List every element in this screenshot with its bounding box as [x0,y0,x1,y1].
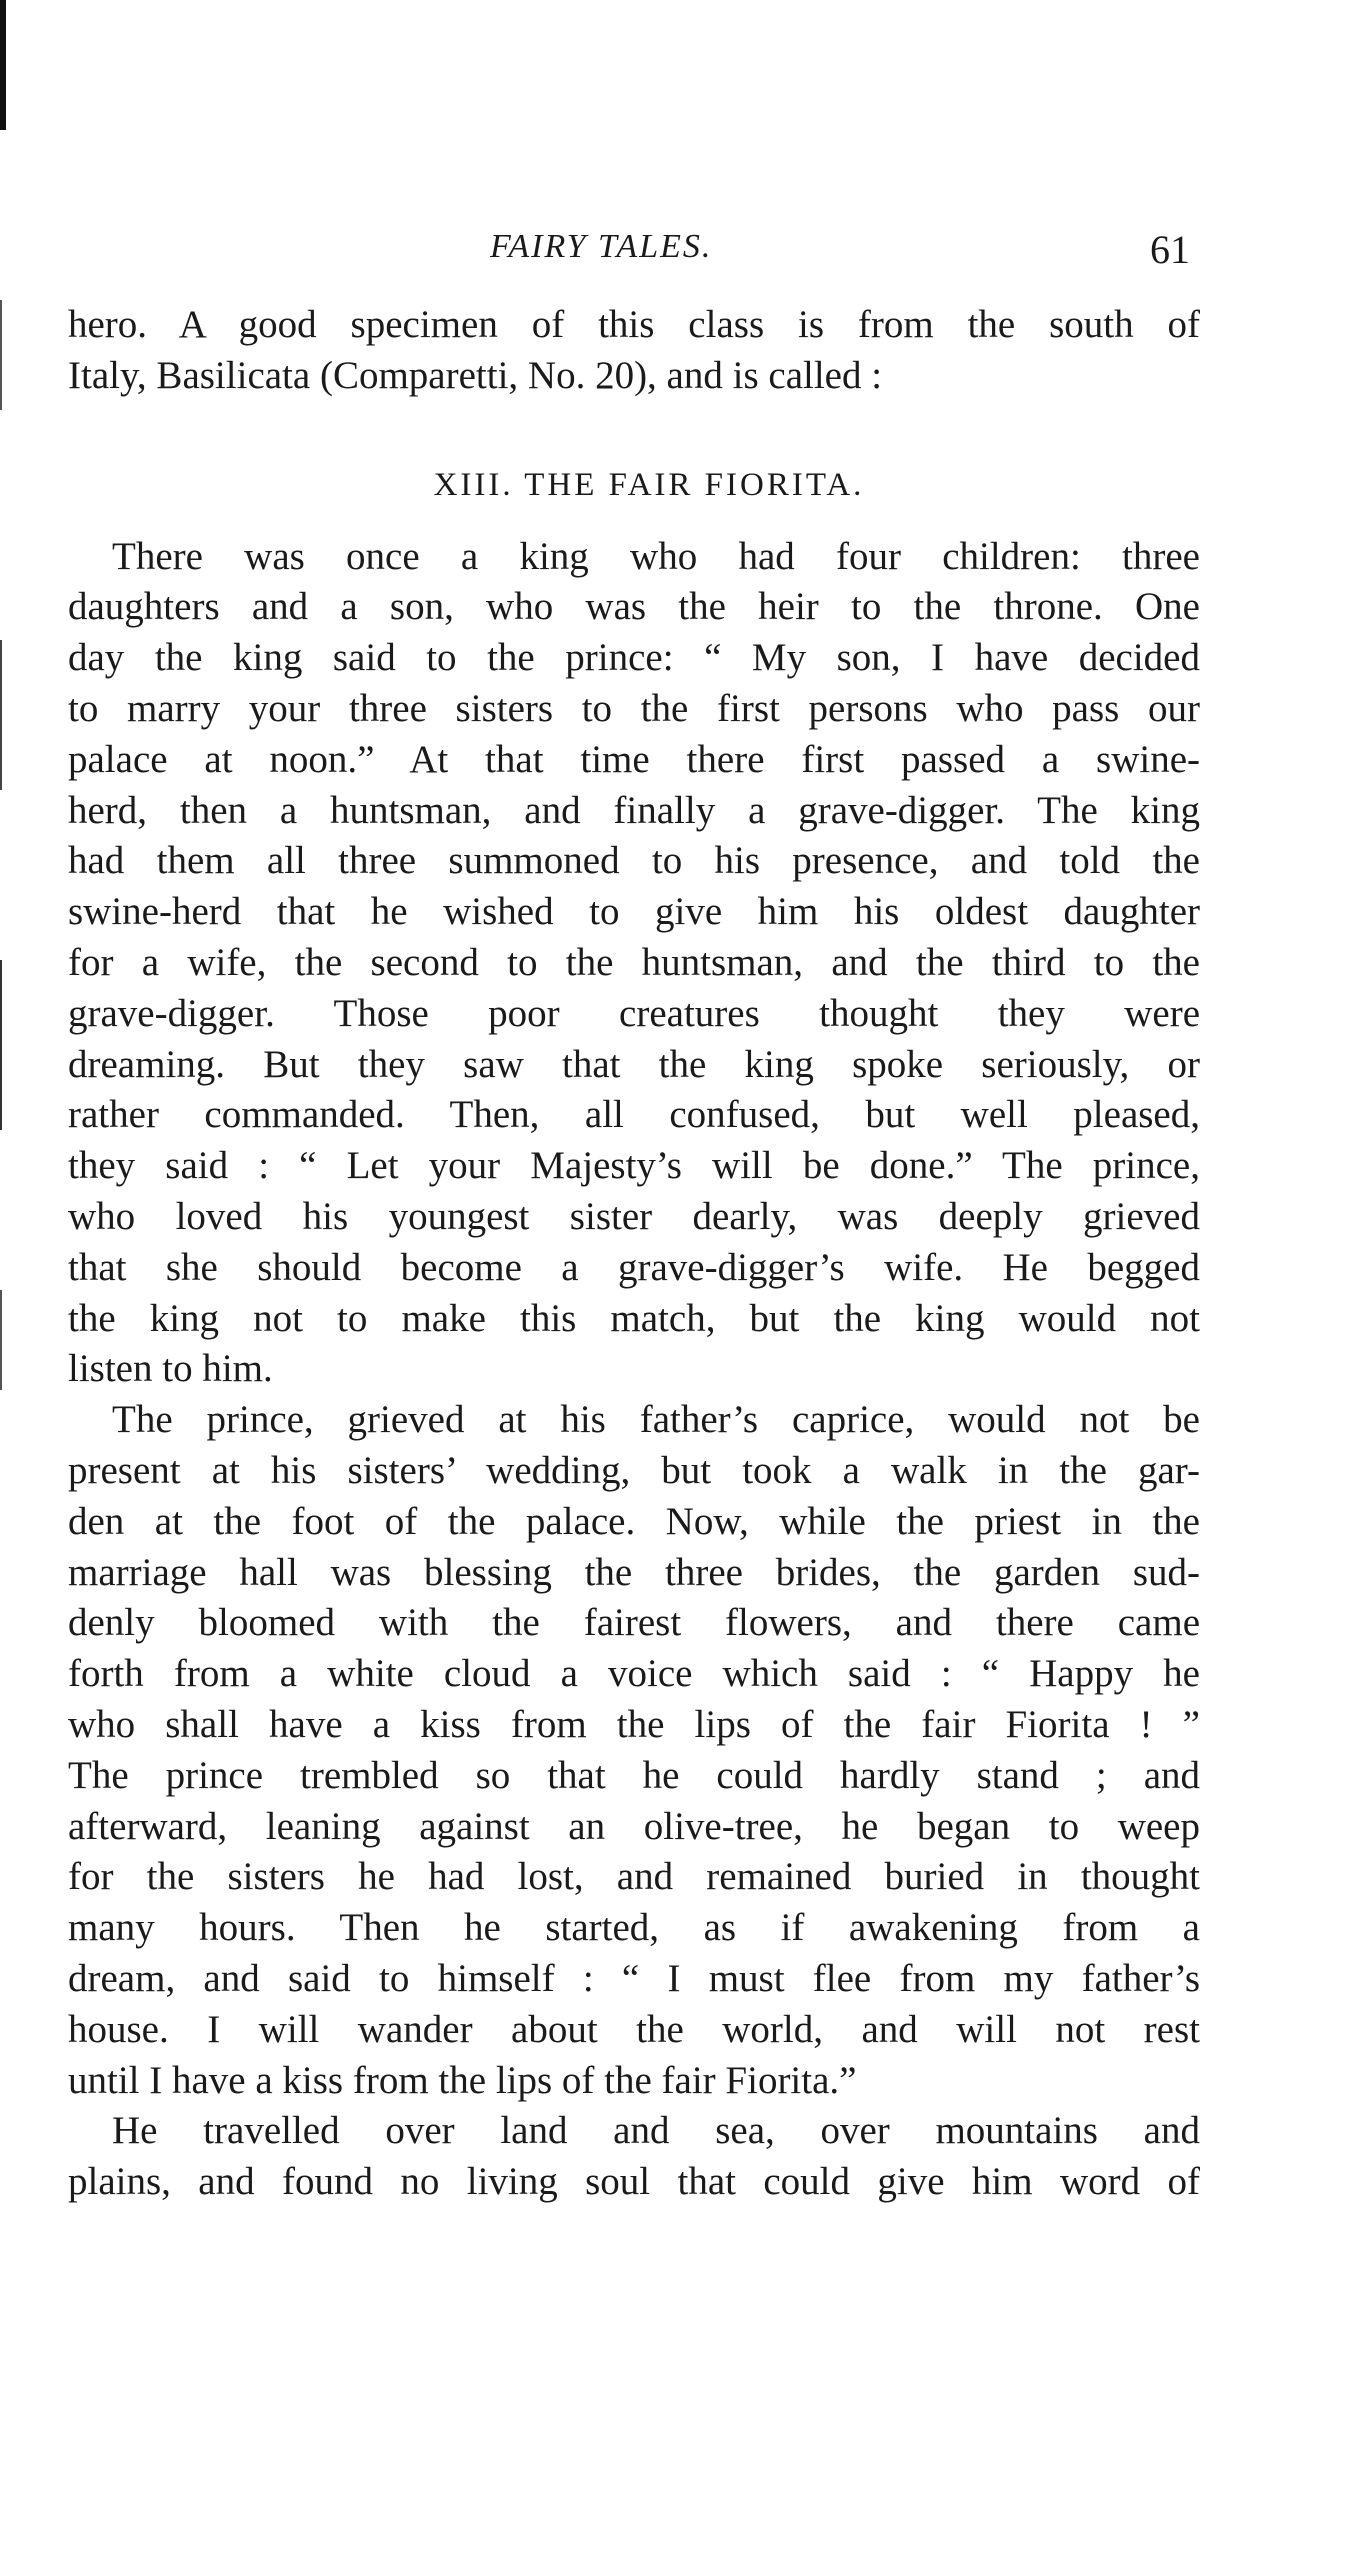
text-line: day the king said to the prince: “ My son, I have decided [68,636,1200,680]
text-line: present at his sisters’ wedding, but took a walk in the gar- [68,1448,1200,1492]
text-line: listen to him. [68,1347,273,1391]
body-text [68,300,1200,2208]
running-head [0,228,1365,278]
text-line: who loved his youngest sister dearly, was deeply grieved [68,1194,1200,1238]
scan-edge-mark [0,300,2,410]
text-line: afterward, leaning against an olive-tree, he began to weep [68,1804,1200,1848]
text-line: rather commanded. Then, all confused, but well pleased, [68,1093,1200,1137]
text-line: for a wife, the second to the huntsman, and the third to the [68,940,1200,984]
text-line: forth from a white cloud a voice which said : “ Happy he [68,1652,1200,1696]
text-line: swine-herd that he wished to give him his oldest daughter [68,890,1200,934]
text-line: house. I will wander about the world, and will not rest [68,2007,1200,2051]
text-line: The prince, grieved at his father’s caprice, would not be [112,1398,1200,1442]
text-line: had them all three summoned to his presence, and told the [68,839,1200,883]
text-line: marriage hall was blessing the three brides, the garden sud- [68,1550,1200,1594]
text-line: He travelled over land and sea, over mountains and [112,2109,1200,2153]
text-line: dreaming. But they saw that the king spoke seriously, or [68,1042,1200,1086]
text-line: The prince trembled so that he could hardly stand ; and [68,1753,1200,1797]
text-line: hero. A good specimen of this class is from the south of [68,303,1200,346]
text-line: that she should become a grave-digger’s wife. He begged [68,1245,1200,1289]
scan-edge-mark [0,960,2,1130]
text-line: until I have a kiss from the lips of the fair Fiorita.” [68,2058,857,2102]
chapter-heading: XIII. THE FAIR FIORITA. [433,466,865,503]
text-line: palace at noon.” At that time there first passed a swine- [68,737,1200,781]
text-line: daughters and a son, who was the heir to the throne. One [68,585,1200,629]
text-line: dream, and said to himself : “ I must flee from my father’s [68,1956,1200,2000]
text-line: to marry your three sisters to the first persons who pass our [68,686,1200,730]
text-line: Italy, Basilicata (Comparetti, No. 20), and is called : [68,353,883,397]
text-line: grave-digger. Those poor creatures thought they were [68,991,1200,1035]
text-line: plains, and found no living soul that could give him word of [68,2160,1200,2204]
text-line: denly bloomed with the fairest flowers, and there came [68,1601,1200,1645]
text-line: for the sisters he had lost, and remained buried in thought [68,1855,1200,1899]
scan-edge-mark [0,640,2,790]
text-line: they said : “ Let your Majesty’s will be done.” The prince, [68,1144,1200,1188]
text-line: den at the foot of the palace. Now, while the priest in the [68,1499,1200,1543]
text-line: There was once a king who had four children: three [112,534,1200,578]
text-line: many hours. Then he started, as if awakening from a [68,1906,1200,1950]
running-title: FAIRY TALES. [490,228,713,265]
text-line: herd, then a huntsman, and finally a grave-digger. The king [68,788,1200,832]
scan-edge-mark [0,1290,2,1390]
scan-edge-mark [0,0,6,130]
text-line: the king not to make this match, but the king would not [68,1296,1200,1340]
text-line: who shall have a kiss from the lips of the fair Fiorita ! ” [68,1702,1200,1746]
page-number: 61 [1150,227,1190,272]
